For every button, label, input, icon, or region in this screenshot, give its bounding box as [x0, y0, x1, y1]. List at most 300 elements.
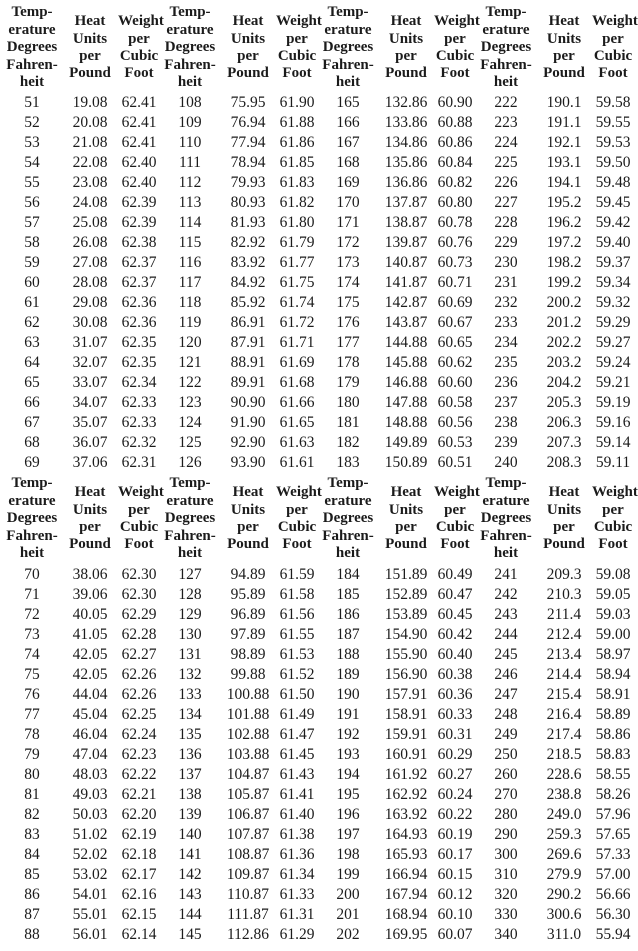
weight-cell: 61.65	[279, 414, 315, 431]
weight-cell: 62.29	[121, 606, 157, 623]
temperature-cell: 260	[494, 766, 518, 783]
temperature-cell: 200	[336, 886, 360, 903]
header-line: heit	[177, 74, 203, 91]
weight-cell: 61.86	[279, 134, 315, 151]
heat-units-cell: 134.86	[384, 134, 428, 151]
header-line: per	[79, 519, 101, 535]
weight-cell: 60.19	[437, 826, 473, 843]
heat-units-cell: 167.94	[384, 886, 428, 903]
heat-units-cell: 102.88	[226, 726, 270, 743]
weight-cell: 62.31	[121, 454, 157, 471]
table-row	[476, 585, 634, 605]
temperature-cell: 178	[336, 354, 360, 371]
table-row	[318, 313, 476, 333]
temperature-cell: 172	[336, 234, 360, 251]
header-temperature	[318, 475, 378, 562]
header-line: erature	[482, 492, 530, 509]
heat-units-cell: 156.90	[384, 666, 428, 683]
temperature-cell: 55	[24, 174, 40, 191]
weight-cell: 57.00	[595, 866, 631, 883]
heat-units-cell: 105.87	[226, 786, 270, 803]
weight-cell: 62.33	[121, 394, 157, 411]
weight-cell: 61.58	[279, 586, 315, 603]
temperature-cell: 229	[494, 234, 518, 251]
weight-cell: 62.18	[121, 846, 157, 863]
temperature-cell: 270	[494, 786, 518, 803]
header-line: Weight	[592, 484, 638, 501]
table-row	[160, 393, 318, 413]
temperature-cell: 79	[24, 746, 40, 763]
table-row	[318, 293, 476, 313]
temperature-cell: 65	[24, 374, 40, 391]
column-headers	[160, 3, 322, 93]
table-row	[476, 745, 634, 765]
weight-cell: 61.75	[279, 274, 315, 291]
header-line: heit	[335, 545, 361, 562]
temperature-cell: 189	[336, 666, 360, 683]
heat-units-cell: 80.93	[230, 194, 266, 211]
header-line: Pound	[543, 536, 585, 553]
header-line: Foot	[598, 536, 628, 553]
table-row	[160, 153, 318, 173]
weight-cell: 60.10	[437, 906, 473, 923]
heat-units-cell: 51.02	[72, 826, 108, 843]
header-line: Temp-	[11, 4, 53, 21]
heat-units-cell: 155.90	[384, 646, 428, 663]
column-headers	[2, 473, 164, 565]
column-headers	[476, 3, 638, 93]
table-row	[160, 845, 318, 865]
weight-cell: 59.55	[595, 114, 631, 131]
header-temperature	[160, 4, 220, 91]
temperature-cell: 76	[24, 686, 40, 703]
header-line: Temp-	[169, 475, 211, 492]
temperature-cell: 132	[178, 666, 202, 683]
weight-cell: 60.31	[437, 726, 473, 743]
table-row	[160, 865, 318, 885]
header-line: erature	[324, 492, 372, 509]
table-row	[160, 685, 318, 705]
header-line: per	[286, 501, 308, 518]
heat-units-cell: 204.2	[546, 374, 582, 391]
weight-cell: 61.43	[279, 766, 315, 783]
table-row	[318, 665, 476, 685]
temperature-cell: 236	[494, 374, 518, 391]
heat-units-cell: 211.4	[546, 606, 582, 623]
header-line: Fahren-	[322, 56, 374, 73]
temperature-cell: 118	[178, 294, 202, 311]
table-row	[160, 353, 318, 373]
weight-cell: 61.82	[279, 194, 315, 211]
weight-cell: 60.62	[437, 354, 473, 371]
weight-cell: 60.27	[437, 766, 473, 783]
heat-units-cell: 46.04	[72, 726, 108, 743]
heat-units-cell: 94.89	[230, 566, 266, 583]
table-row	[476, 785, 634, 805]
temperature-cell: 280	[494, 806, 518, 823]
heat-units-cell: 21.08	[72, 134, 108, 151]
weight-cell: 61.63	[279, 434, 315, 451]
table-row	[2, 113, 160, 133]
heat-units-cell: 203.2	[546, 354, 582, 371]
table-row	[160, 193, 318, 213]
weight-cell: 57.33	[595, 846, 631, 863]
heat-units-cell: 141.87	[384, 274, 428, 291]
table-row	[2, 805, 160, 825]
table-row	[2, 825, 160, 845]
heat-units-cell: 190.1	[546, 94, 582, 111]
weight-cell: 58.55	[595, 766, 631, 783]
header-line: per	[602, 501, 624, 518]
table-row	[2, 925, 160, 945]
temperature-cell: 131	[178, 646, 202, 663]
header-line: Cubic	[593, 519, 633, 535]
weight-cell: 62.33	[121, 414, 157, 431]
weight-cell: 59.14	[595, 434, 631, 451]
temperature-cell: 66	[24, 394, 40, 411]
header-line: per	[553, 48, 575, 64]
heat-units-cell: 41.05	[72, 626, 108, 643]
weight-cell: 60.88	[437, 114, 473, 131]
column-headers	[2, 3, 164, 93]
weight-cell: 61.33	[279, 886, 315, 903]
header-line: Cubic	[277, 519, 317, 535]
temperature-cell: 111	[178, 154, 202, 171]
temperature-cell: 330	[494, 906, 518, 923]
temperature-cell: 176	[336, 314, 360, 331]
weight-cell: 62.21	[121, 786, 157, 803]
table-row	[2, 585, 160, 605]
header-line: Weight	[434, 484, 480, 501]
temperature-cell: 140	[178, 826, 202, 843]
heat-units-cell: 84.92	[230, 274, 266, 291]
temperature-cell: 54	[24, 154, 40, 171]
column-group-3	[318, 3, 480, 473]
weight-cell: 62.32	[121, 434, 157, 451]
header-line: Temp-	[11, 475, 53, 492]
weight-cell: 60.90	[437, 94, 473, 111]
temperature-cell: 169	[336, 174, 360, 191]
table-row	[160, 233, 318, 253]
temperature-cell: 141	[178, 846, 202, 863]
header-line: per	[395, 48, 417, 64]
header-line: Temp-	[485, 475, 527, 492]
temperature-cell: 56	[24, 194, 40, 211]
weight-cell: 62.40	[121, 174, 157, 191]
temperature-cell: 73	[24, 626, 40, 643]
table-row	[2, 765, 160, 785]
table-row	[160, 585, 318, 605]
temperature-cell: 310	[494, 866, 518, 883]
header-line: Degrees	[322, 39, 374, 56]
heat-units-cell: 45.04	[72, 706, 108, 723]
temperature-cell: 166	[336, 114, 360, 131]
header-line: Fahren-	[164, 56, 216, 73]
temperature-cell: 194	[336, 766, 360, 783]
weight-cell: 62.37	[121, 254, 157, 271]
temperature-cell: 185	[336, 586, 360, 603]
weight-cell: 60.78	[437, 214, 473, 231]
temperature-cell: 199	[336, 866, 360, 883]
heat-units-cell: 166.94	[384, 866, 428, 883]
header-line: Cubic	[277, 48, 317, 64]
heat-units-cell: 165.93	[384, 846, 428, 863]
heat-units-cell: 238.8	[546, 786, 582, 803]
temperature-cell: 86	[24, 886, 40, 903]
table-row	[476, 685, 634, 705]
weight-cell: 60.49	[437, 566, 473, 583]
table-row	[476, 173, 634, 193]
temperature-cell: 170	[336, 194, 360, 211]
temperature-cell: 183	[336, 454, 360, 471]
weight-cell: 60.42	[437, 626, 473, 643]
table-row	[476, 625, 634, 645]
heat-units-cell: 78.94	[230, 154, 266, 171]
heat-units-cell: 192.1	[546, 134, 582, 151]
temperature-cell: 74	[24, 646, 40, 663]
heat-units-cell: 27.08	[72, 254, 108, 271]
heat-units-cell: 42.05	[72, 666, 108, 683]
weight-cell: 59.48	[595, 174, 631, 191]
weight-cell: 62.35	[121, 334, 157, 351]
temperature-cell: 167	[336, 134, 360, 151]
heat-units-cell: 161.92	[384, 766, 428, 783]
heat-units-cell: 77.94	[230, 134, 266, 151]
heat-units-cell: 110.87	[226, 886, 270, 903]
weight-cell: 59.32	[595, 294, 631, 311]
table-row	[476, 433, 634, 453]
heat-units-cell: 198.2	[546, 254, 582, 271]
header-line: Heat	[74, 484, 106, 501]
weight-cell: 61.50	[279, 686, 315, 703]
column-headers	[160, 473, 322, 565]
heat-units-cell: 199.2	[546, 274, 582, 291]
table-row	[160, 665, 318, 685]
temperature-cell: 130	[178, 626, 202, 643]
heat-units-cell: 210.3	[546, 586, 582, 603]
table-row	[160, 213, 318, 233]
heat-units-cell: 197.2	[546, 234, 582, 251]
header-heat-units	[220, 13, 276, 83]
heat-units-cell: 44.04	[72, 686, 108, 703]
header-line: heit	[493, 74, 519, 91]
header-line: Fahren-	[480, 56, 532, 73]
temperature-cell: 227	[494, 194, 518, 211]
table-row	[476, 905, 634, 925]
heat-units-cell: 20.08	[72, 114, 108, 131]
heat-units-cell: 152.89	[384, 586, 428, 603]
header-line: per	[79, 48, 101, 64]
header-heat-units	[536, 13, 592, 83]
temperature-cell: 121	[178, 354, 202, 371]
heat-units-cell: 86.91	[230, 314, 266, 331]
table-row	[2, 625, 160, 645]
weight-cell: 62.14	[121, 926, 157, 943]
weight-cell: 62.28	[121, 626, 157, 643]
temperature-cell: 87	[24, 906, 40, 923]
table-row	[160, 745, 318, 765]
header-line: Weight	[276, 13, 322, 30]
temperature-cell: 250	[494, 746, 518, 763]
table-row	[476, 133, 634, 153]
weight-cell: 60.84	[437, 154, 473, 171]
temperature-cell: 128	[178, 586, 202, 603]
header-weight	[118, 484, 164, 554]
column-headers	[318, 473, 480, 565]
temperature-cell: 120	[178, 334, 202, 351]
heat-units-cell: 26.08	[72, 234, 108, 251]
table-row	[2, 865, 160, 885]
header-line: per	[444, 501, 466, 518]
table-row	[160, 825, 318, 845]
header-weight	[592, 484, 638, 554]
weight-cell: 58.86	[595, 726, 631, 743]
weight-cell: 61.52	[279, 666, 315, 683]
header-line: erature	[8, 492, 56, 509]
temperature-cell: 62	[24, 314, 40, 331]
table-row	[160, 765, 318, 785]
header-line: Units	[388, 501, 424, 518]
temperature-cell: 88	[24, 926, 40, 943]
heat-units-cell: 79.93	[230, 174, 266, 191]
heat-units-cell: 158.91	[384, 706, 428, 723]
header-temperature	[318, 4, 378, 91]
weight-cell: 61.45	[279, 746, 315, 763]
table-row	[318, 585, 476, 605]
header-heat-units	[62, 484, 118, 554]
heat-units-cell: 55.01	[72, 906, 108, 923]
weight-cell: 60.82	[437, 174, 473, 191]
header-line: Units	[546, 30, 582, 47]
table-row	[2, 353, 160, 373]
temperature-cell: 248	[494, 706, 518, 723]
table-row	[160, 625, 318, 645]
heat-units-cell: 193.1	[546, 154, 582, 171]
heat-units-cell: 135.86	[384, 154, 428, 171]
table-row	[160, 93, 318, 113]
table-row	[318, 925, 476, 945]
heat-units-cell: 143.87	[384, 314, 428, 331]
heat-units-cell: 206.3	[546, 414, 582, 431]
header-temperature	[2, 475, 62, 562]
temperature-cell: 53	[24, 134, 40, 151]
weight-cell: 59.03	[595, 606, 631, 623]
temperature-cell: 226	[494, 174, 518, 191]
weight-cell: 62.17	[121, 866, 157, 883]
table-row	[318, 393, 476, 413]
temperature-cell: 184	[336, 566, 360, 583]
temperature-cell: 77	[24, 706, 40, 723]
header-line: Pound	[543, 65, 585, 82]
table-row	[318, 865, 476, 885]
heat-units-cell: 142.87	[384, 294, 428, 311]
weight-cell: 61.90	[279, 94, 315, 111]
temperature-cell: 135	[178, 726, 202, 743]
temperature-cell: 193	[336, 746, 360, 763]
temperature-cell: 52	[24, 114, 40, 131]
heat-units-cell: 228.6	[546, 766, 582, 783]
temperature-cell: 300	[494, 846, 518, 863]
weight-cell: 62.41	[121, 134, 157, 151]
heat-units-cell: 22.08	[72, 154, 108, 171]
table-row	[476, 845, 634, 865]
weight-cell: 57.96	[595, 806, 631, 823]
heat-units-cell: 31.07	[72, 334, 108, 351]
weight-cell: 60.17	[437, 846, 473, 863]
weight-cell: 59.53	[595, 134, 631, 151]
weight-cell: 59.08	[595, 566, 631, 583]
header-line: Pound	[69, 536, 111, 553]
temperature-cell: 71	[24, 586, 40, 603]
temperature-cell: 191	[336, 706, 360, 723]
heat-units-cell: 202.2	[546, 334, 582, 351]
weight-cell: 59.16	[595, 414, 631, 431]
temperature-cell: 175	[336, 294, 360, 311]
weight-cell: 60.76	[437, 234, 473, 251]
weight-cell: 62.37	[121, 274, 157, 291]
heat-units-cell: 218.5	[546, 746, 582, 763]
heat-units-cell: 209.3	[546, 566, 582, 583]
heat-units-cell: 82.92	[230, 234, 266, 251]
weight-cell: 62.15	[121, 906, 157, 923]
table-row	[476, 765, 634, 785]
temperature-cell: 239	[494, 434, 518, 451]
temperature-cell: 181	[336, 414, 360, 431]
header-line: Foot	[124, 536, 154, 553]
heat-units-cell: 100.88	[226, 686, 270, 703]
temperature-cell: 119	[178, 314, 202, 331]
temperature-cell: 201	[336, 906, 360, 923]
table-row	[2, 313, 160, 333]
weight-cell: 61.38	[279, 826, 315, 843]
table-row	[160, 293, 318, 313]
weight-cell: 62.30	[121, 566, 157, 583]
table-row	[318, 645, 476, 665]
column-group-4	[476, 3, 638, 473]
weight-cell: 62.38	[121, 234, 157, 251]
header-line: Weight	[434, 13, 480, 30]
header-line: Cubic	[119, 519, 159, 535]
weight-cell: 61.34	[279, 866, 315, 883]
table-row	[2, 373, 160, 393]
header-line: Degrees	[6, 39, 58, 56]
weight-cell: 56.30	[595, 906, 631, 923]
header-line: Foot	[124, 65, 154, 82]
header-line: Pound	[385, 65, 427, 82]
table-row	[476, 605, 634, 625]
header-line: Weight	[118, 13, 164, 30]
table-row	[476, 805, 634, 825]
heat-units-cell: 54.01	[72, 886, 108, 903]
heat-units-cell: 42.05	[72, 646, 108, 663]
temperature-cell: 228	[494, 214, 518, 231]
temperature-cell: 82	[24, 806, 40, 823]
table-row	[318, 605, 476, 625]
heat-units-cell: 137.87	[384, 194, 428, 211]
temperature-cell: 85	[24, 866, 40, 883]
temperature-cell: 110	[178, 134, 202, 151]
header-weight	[592, 13, 638, 83]
heat-units-cell: 24.08	[72, 194, 108, 211]
table-row	[160, 133, 318, 153]
heat-units-cell: 97.89	[230, 626, 266, 643]
header-line: Units	[230, 501, 266, 518]
table-row	[2, 193, 160, 213]
heat-units-cell: 83.92	[230, 254, 266, 271]
temperature-cell: 196	[336, 806, 360, 823]
table-row	[318, 373, 476, 393]
weight-cell: 59.19	[595, 394, 631, 411]
